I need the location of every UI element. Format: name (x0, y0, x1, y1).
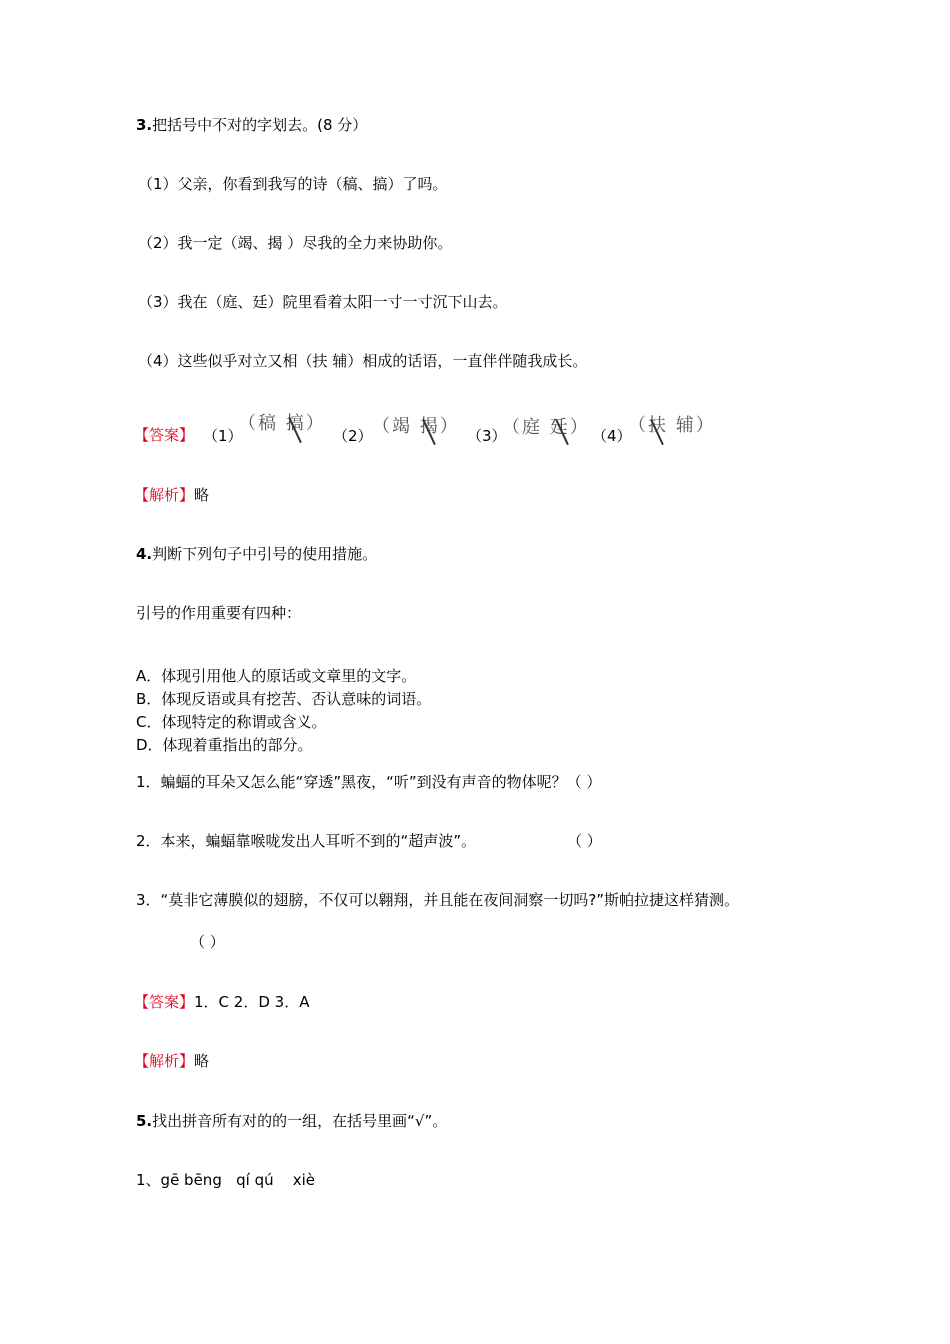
q4-title: 4.判断下列句子中引号的使用措施。 (136, 545, 378, 563)
q4-sentence-3-paren: （ ） (190, 933, 225, 951)
q4-option-a: A．体现引用他人的原话或文章里的文字。 (136, 667, 417, 685)
q3-answer-image-1: （稿 搞） (238, 413, 326, 434)
q3-answer-num-1: （1） (203, 427, 243, 445)
q4-option-d: D．体现着重指出的部分。 (136, 736, 313, 754)
q4-answer: 【答案】1．C 2．D 3．A (134, 993, 310, 1011)
q3-answer-num-2: （2） (333, 427, 373, 445)
q3-answer-num-3: （3） (467, 427, 507, 445)
q3-answer-image-2: （竭 揭） (372, 416, 460, 437)
q4-sentence-2-paren: （ ） (567, 832, 602, 850)
q4-option-b: B．体现反语或具有挖苦、否认意味的词语。 (136, 690, 432, 708)
q3-answer-num-4: （4） (592, 427, 632, 445)
q3-item-1: （1）父亲，你看到我写的诗（稿、搞）了吗。 (138, 175, 448, 193)
q4-sentence-3: 3．“莫非它薄膜似的翅膀，不仅可以翱翔，并且能在夜间洞察一切吗?”斯帕拉捷这样猜测。 (136, 891, 740, 909)
q3-answer-image-3: （庭 廷） (502, 417, 590, 438)
q3-answer-label: 【答案】 (134, 426, 195, 444)
q3-item-3: （3）我在（庭、廷）院里看着太阳一寸一寸沉下山去。 (138, 293, 508, 311)
q5-title: 5.找出拼音所有对的的一组，在括号里画“√”。 (136, 1112, 448, 1130)
q3-title: 3.把括号中不对的字划去。(8 分） (136, 116, 368, 134)
q4-option-c: C．体现特定的称谓或含义。 (136, 713, 327, 731)
q3-item-2: （2）我一定（竭、揭 ）尽我的全力来协助你。 (138, 234, 453, 252)
q3-analysis: 【解析】略 (134, 486, 210, 504)
q4-sentence-2: 2．本来，蝙蝠靠喉咙发出人耳听不到的“超声波”。 (136, 832, 477, 850)
q3-item-4: （4）这些似乎对立又相（扶 辅）相成的话语，一直伴伴随我成长。 (138, 352, 588, 370)
q4-intro: 引号的作用重要有四种： (136, 604, 302, 622)
q3-answer-image-4: （扶 辅） (628, 415, 716, 436)
q5-line-1: 1、gē bēng qí qú xiè (136, 1171, 315, 1189)
q4-analysis: 【解析】略 (134, 1052, 210, 1070)
q4-sentence-1: 1．蝙蝠的耳朵又怎么能“穿透”黑夜，“听”到没有声音的物体呢？（ ） (136, 773, 602, 791)
